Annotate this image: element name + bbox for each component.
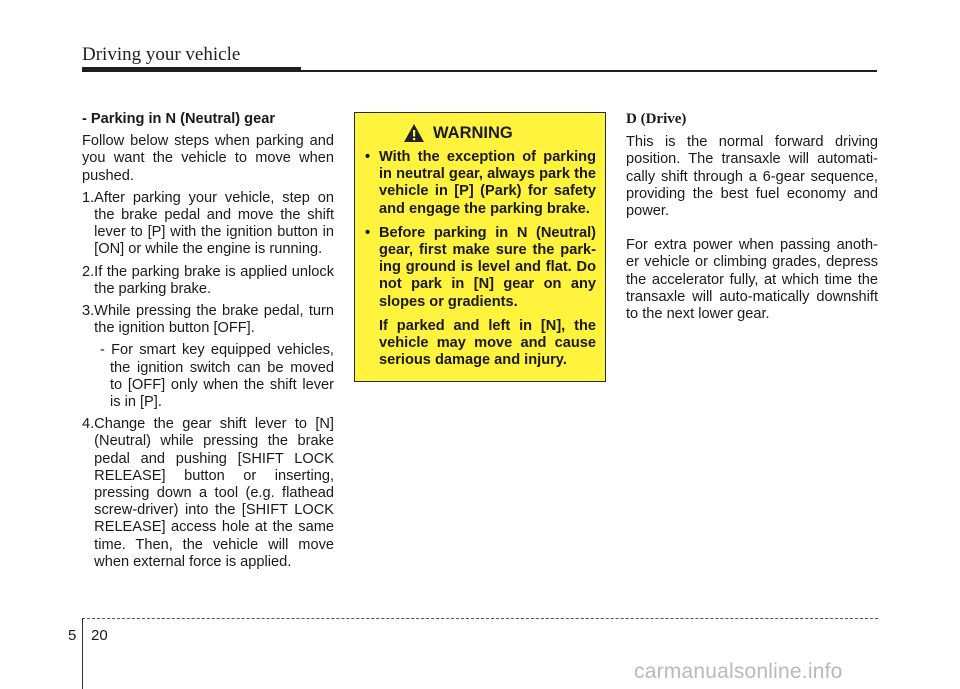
left-column xyxy=(82,111,334,576)
footer-divider xyxy=(82,618,83,689)
step-3-substep: - For smart key equipped vehicles, the ignition switch can be moved to [OFF] only when the shift lever is in [P]. xyxy=(100,342,334,411)
warning-item xyxy=(365,149,596,218)
step-text: After parking your vehicle, step on the brake pedal and move the shift lever to [P] with the ignition button in [ON] or while the engine is running. xyxy=(94,189,334,258)
header-rule-thin xyxy=(301,70,877,72)
warning-triangle-icon xyxy=(403,123,425,143)
section-number: 5 xyxy=(68,627,77,644)
warning-item-text: Before parking in N (Neutral) gear, first make sure the park-ing ground is level and flat. Do not park in [N] gear on any slopes or gradients. xyxy=(379,224,596,310)
warning-followup: If parked and left in [N], the vehicle may move and cause serious damage and injury. xyxy=(379,317,596,369)
footer-rule xyxy=(82,618,878,619)
bullet-icon: • xyxy=(365,224,371,241)
page-header-title: Driving your vehicle xyxy=(82,44,241,65)
step-number: 1. xyxy=(82,189,95,206)
warning-item xyxy=(365,225,596,311)
step-text: Change the gear shift lever to [N] (Neutral) while pressing the brake pedal and pushing [SHIFT LOCK RELEASE] button or inserting, pressing down a tool (e.g. flathead screw-driver) into the [SHIFT LOCK RELEASE] access hole at the same time. Then, the vehicle will move when external force is applied. xyxy=(94,416,334,570)
step-number: 4. xyxy=(82,416,95,433)
right-column xyxy=(626,111,878,328)
drive-paragraph-2: For extra power when passing anoth-er vehicle or climbing grades, depress the accelerator fully, at which time the transaxle will auto-matically downshift to the next lower gear. xyxy=(626,237,878,323)
warning-item-text: With the exception of parking in neutral gear, always park the vehicle in [P] (Park) for safety and engage the parking brake. xyxy=(379,149,596,217)
watermark: carmanualsonline.info xyxy=(634,660,843,683)
header-rule-thick xyxy=(82,67,301,72)
drive-paragraph-1: This is the normal forward driving position. The transaxle will automati-cally shift through a 6-gear sequence, providing the best fuel economy and power. xyxy=(626,134,878,220)
step-1 xyxy=(82,190,334,259)
step-2 xyxy=(82,264,334,298)
step-number: 3. xyxy=(82,303,95,320)
step-text: While pressing the brake pedal, turn the ignition button [OFF]. xyxy=(94,303,334,337)
drive-heading: D (Drive) xyxy=(626,111,687,127)
bullet-icon: • xyxy=(365,149,371,165)
page-number: 20 xyxy=(91,627,108,644)
step-3 xyxy=(82,303,334,337)
step-4 xyxy=(82,416,334,571)
step-number: 2. xyxy=(82,263,95,280)
intro-paragraph: Follow below steps when parking and you want the vehicle to move when pushed. xyxy=(82,133,334,184)
step-text: If the parking brake is applied unlock the parking brake. xyxy=(94,263,334,297)
warning-title: WARNING xyxy=(433,123,513,142)
parking-neutral-subheading: - Parking in N (Neutral) gear xyxy=(82,111,275,127)
warning-box xyxy=(354,112,606,382)
warning-header xyxy=(403,123,596,143)
